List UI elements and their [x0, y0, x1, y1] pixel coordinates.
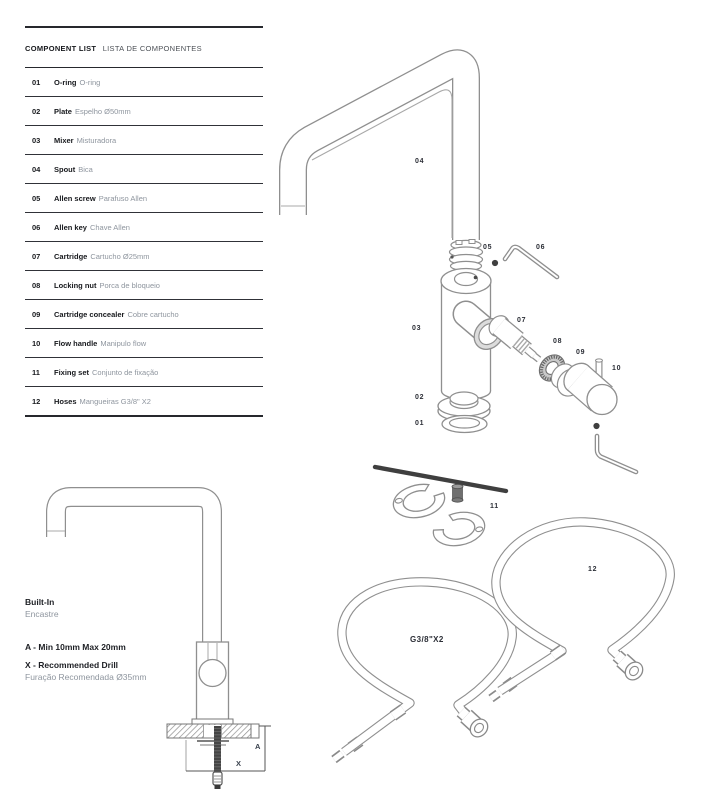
- component-row: [25, 97, 263, 126]
- built-in-title-en: Built-In: [25, 597, 55, 607]
- hose-right-drawing: [491, 522, 670, 699]
- component-name-pt: Mangueiras G3/8" X2: [79, 396, 151, 406]
- dimension-x-note-en: X - Recommended Drill: [25, 660, 119, 670]
- built-in-info: [25, 596, 146, 683]
- component-number: 12: [32, 396, 41, 406]
- component-row: [25, 126, 263, 155]
- component-number: 03: [32, 135, 41, 145]
- flow-handle-drawing: [558, 358, 636, 472]
- built-in-title-pt: Encastre: [25, 609, 59, 619]
- component-row: [25, 300, 263, 329]
- allen-key-drawing: [505, 247, 557, 277]
- component-number: 05: [32, 193, 41, 203]
- part-label-o-ring: 01: [415, 420, 425, 427]
- component-name-en: O-ring: [54, 77, 77, 87]
- component-list-header: [25, 28, 263, 68]
- component-number: 06: [32, 222, 41, 232]
- component-number: 01: [32, 77, 41, 87]
- component-number: 10: [32, 338, 41, 348]
- hose-size-label: G3/8"X2: [410, 635, 444, 644]
- allen-screw-drawing: [492, 260, 498, 266]
- component-row: [25, 358, 263, 387]
- part-label-flow-handle: 10: [612, 365, 622, 372]
- component-list-title-pt: LISTA DE COMPONENTES: [102, 44, 202, 53]
- component-number: 09: [32, 309, 41, 319]
- component-name-pt: Manipulo flow: [100, 338, 147, 348]
- component-row: [25, 184, 263, 213]
- component-name-en: Spout: [54, 164, 76, 174]
- dimension-label-x: X: [236, 759, 242, 768]
- component-name-en: Fixing set: [54, 367, 90, 377]
- component-row: [25, 271, 263, 300]
- component-name-en: Cartridge: [54, 251, 88, 261]
- component-name-pt: Parafuso Allen: [98, 193, 148, 203]
- component-row: [25, 387, 263, 417]
- component-name-pt: Cobre cartucho: [127, 309, 179, 319]
- exploded-view-drawing: [270, 20, 708, 780]
- component-list-title-en: COMPONENT LIST: [25, 44, 97, 53]
- component-name-en: Locking nut: [54, 280, 97, 290]
- spout-drawing: [281, 63, 483, 270]
- dimension-x-note-pt: Furação Recomendada Ø35mm: [25, 672, 147, 682]
- dimension-a-note: A - Min 10mm Max 20mm: [25, 642, 126, 652]
- component-number: 07: [32, 251, 41, 261]
- component-row: [25, 213, 263, 242]
- component-name-en: Mixer: [54, 135, 74, 145]
- component-name-en: Flow handle: [54, 338, 98, 348]
- part-label-fixing-set: 11: [490, 503, 499, 510]
- part-label-allen-screw: 05: [483, 244, 493, 251]
- component-row: [25, 329, 263, 358]
- component-name-pt: Chave Allen: [89, 222, 130, 232]
- part-label-mixer: 03: [412, 325, 422, 332]
- component-name-en: Allen screw: [54, 193, 96, 203]
- component-name-pt: Porca de bloqueio: [99, 280, 160, 290]
- dimension-label-a: A: [255, 742, 261, 751]
- cartridge-drawing: [485, 312, 539, 360]
- component-name-pt: Espelho Ø50mm: [74, 106, 131, 116]
- component-name-pt: Conjunto de fixação: [92, 367, 159, 377]
- component-name-en: Hoses: [54, 396, 77, 406]
- part-label-spout: 04: [415, 158, 425, 165]
- o-ring-drawing: [442, 416, 487, 433]
- component-name-pt: Cartucho Ø25mm: [90, 251, 150, 261]
- component-row: [25, 155, 263, 184]
- component-row: [25, 242, 263, 271]
- part-label-concealer: 09: [576, 349, 586, 356]
- hose-left-drawing: [334, 582, 512, 760]
- countertop-cross-section: [167, 724, 259, 738]
- fixing-set-drawing: [375, 467, 506, 550]
- component-number: 11: [32, 367, 40, 377]
- component-number: 02: [32, 106, 41, 116]
- built-in-body: [192, 642, 233, 724]
- component-list: [25, 26, 263, 417]
- component-name-pt: O-ring: [79, 77, 101, 87]
- component-row: [25, 68, 263, 97]
- part-label-plate: 02: [415, 394, 425, 401]
- component-name-en: Allen key: [54, 222, 87, 232]
- component-name-pt: Misturadora: [76, 135, 117, 145]
- part-label-hoses: 12: [588, 566, 598, 573]
- component-number: 08: [32, 280, 41, 290]
- component-name-en: Plate: [54, 106, 72, 116]
- part-label-cartridge: 07: [517, 317, 527, 324]
- part-label-allen-key: 06: [536, 244, 546, 251]
- component-number: 04: [32, 164, 41, 174]
- component-name-en: Cartridge concealer: [54, 309, 125, 319]
- component-name-pt: Bica: [78, 164, 93, 174]
- part-label-locking-nut: 08: [553, 338, 563, 345]
